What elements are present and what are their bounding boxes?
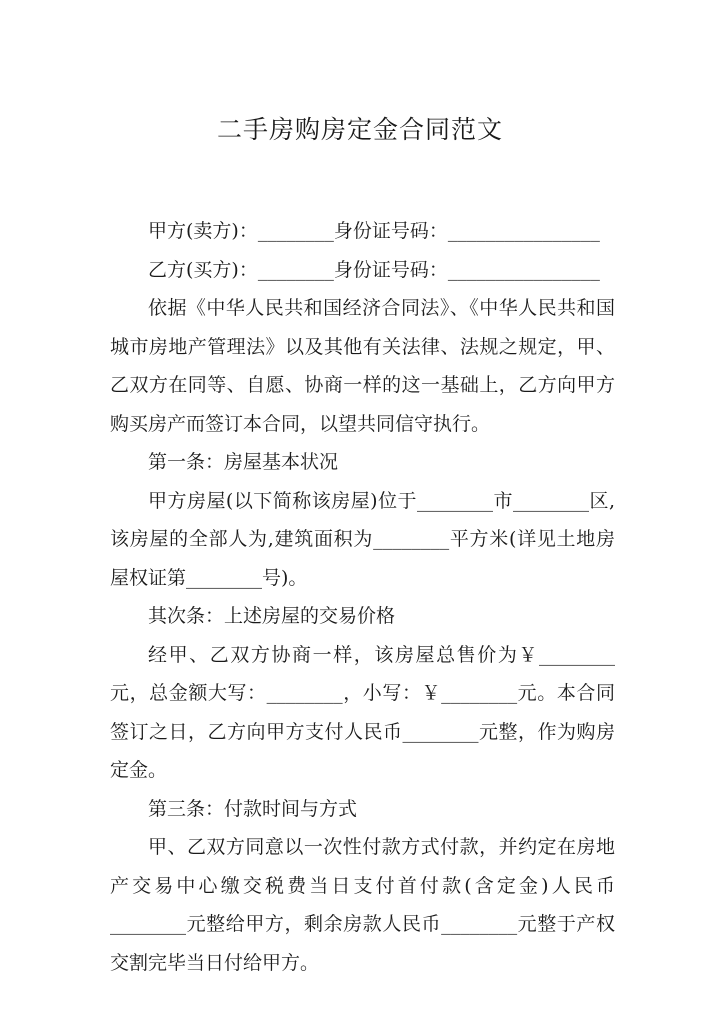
preamble-paragraph: 依据《中华人民共和国经济合同法》、《中华人民共和国城市房地产管理法》以及其他有关法律、法规之规定，甲、乙双方在同等、自愿、协商一样的这一基础上，乙方向甲方购买房产而签订本合同，以望共同信守执行。 (110, 297, 615, 435)
document-body (110, 212, 615, 982)
article-2-paragraph: 经甲、乙双方协商一样，该房屋总售价为￥________元，总金额大写：________，小写：￥________元。本合同签订之日，乙方向甲方支付人民币________元整，作为购房定金。 (110, 643, 615, 781)
document-title: 二手房购房定金合同范文 (216, 115, 503, 144)
article-3-paragraph: 甲、乙双方同意以一次性付款方式付款，并约定在房地产交易中心缴交税费当日支付首付款(含定金)人民币________元整给甲方，剩余房款人民币________元整于产权交割完毕当日付给甲方。 (110, 836, 615, 974)
party-b-line: 乙方(买方)：________身份证号码：________________ (148, 258, 600, 281)
article-1-paragraph: 甲方房屋(以下简称该房屋)位于________市________区,该房屋的全部人为,建筑面积为________平方米(详见土地房屋权证第________号)。 (110, 489, 615, 589)
article-1-heading: 第一条：房屋基本状况 (148, 451, 339, 473)
article-3-heading: 第三条：付款时间与方式 (148, 797, 358, 820)
article-2-heading: 其次条：上述房屋的交易价格 (148, 605, 396, 627)
party-a-line: 甲方(卖方)：________身份证号码：________________ (148, 220, 600, 242)
